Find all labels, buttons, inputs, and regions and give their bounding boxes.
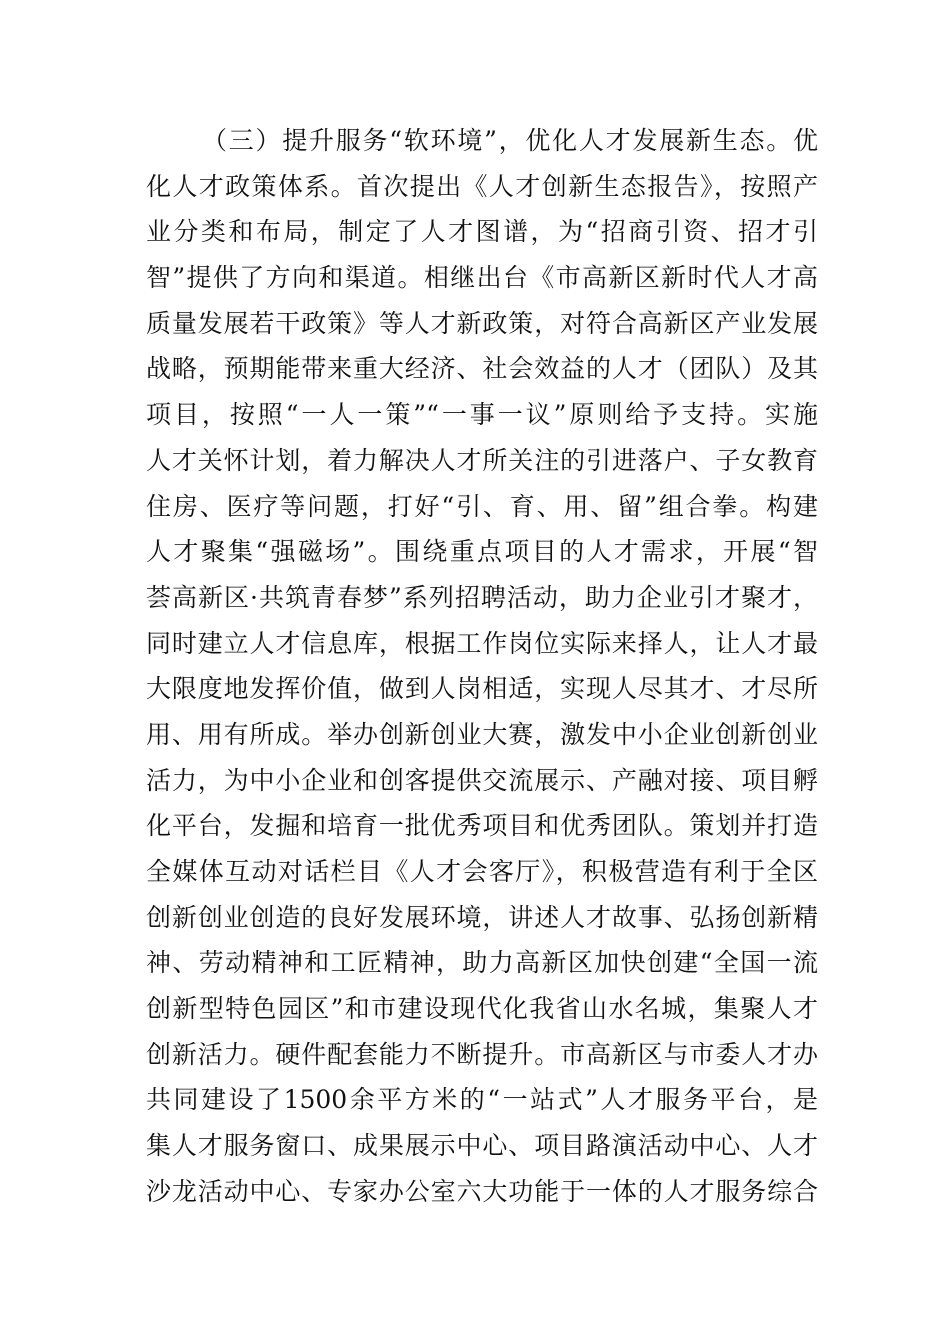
paragraph-line: 人才聚集“强磁场”。围绕重点项目的人才需求，开展“智 — [146, 537, 818, 567]
paragraph-line: 同时建立人才信息库，根据工作岗位实际来择人，让人才最 — [146, 628, 818, 658]
paragraph-line: 大限度地发挥价值，做到人岗相适，实现人尽其才、才尽所 — [146, 674, 818, 704]
paragraph-line: 战略，预期能带来重大经济、社会效益的人才（团队）及其 — [146, 354, 818, 384]
paragraph-line: 住房、医疗等问题，打好“引、育、用、留”组合拳。构建 — [146, 491, 818, 521]
paragraph-line: 集人才服务窗口、成果展示中心、项目路演活动中心、人才 — [146, 1131, 818, 1161]
paragraph-line: 业分类和布局，制定了人才图谱，为“招商引资、招才引 — [146, 217, 818, 247]
paragraph-line: 全媒体互动对话栏目《人才会客厅》，积极营造有利于全区 — [146, 857, 818, 886]
paragraph-line: 创新创业创造的良好发展环境，讲述人才故事、弘扬创新精 — [146, 902, 818, 932]
paragraph-line: 共同建设了1500余平方米的“一站式”人才服务平台，是 — [146, 1085, 818, 1115]
paragraph-line: 神、劳动精神和工匠精神，助力高新区加快创建“全国一流 — [146, 948, 818, 978]
paragraph-line: 项目，按照“一人一策”“一事一议”原则给予支持。实施 — [146, 400, 818, 430]
paragraph-line: 创新活力。硬件配套能力不断提升。市高新区与市委人才办 — [146, 1039, 818, 1069]
paragraph-line: 荟高新区·共筑青春梦”系列招聘活动，助力企业引才聚才， — [146, 582, 818, 612]
paragraph-line: 活力，为中小企业和创客提供交流展示、产融对接、项目孵 — [146, 765, 818, 795]
paragraph-line: 智”提供了方向和渠道。相继出台《市高新区新时代人才高 — [146, 263, 818, 293]
paragraph-line: 用、用有所成。举办创新创业大赛，激发中小企业创新创业 — [146, 719, 818, 749]
paragraph-line: 沙龙活动中心、专家办公室六大功能于一体的人才服务综合 — [146, 1176, 818, 1206]
paragraph-line: 化人才政策体系。首次提出《人才创新生态报告》，按照产 — [146, 171, 818, 201]
paragraph-line: 化平台，发掘和培育一批优秀项目和优秀团队。策划并打造 — [146, 811, 818, 841]
paragraph-line: 质量发展若干政策》等人才新政策，对符合高新区产业发展 — [146, 308, 818, 338]
body-paragraph — [146, 118, 818, 1215]
paragraph-line: （三）提升服务“软环境”，优化人才发展新生态。优 — [202, 126, 818, 155]
paragraph-line: 创新型特色园区”和市建设现代化我省山水名城，集聚人才 — [146, 994, 818, 1024]
paragraph-line: 人才关怀计划，着力解决人才所关注的引进落户、子女教育 — [146, 445, 818, 475]
